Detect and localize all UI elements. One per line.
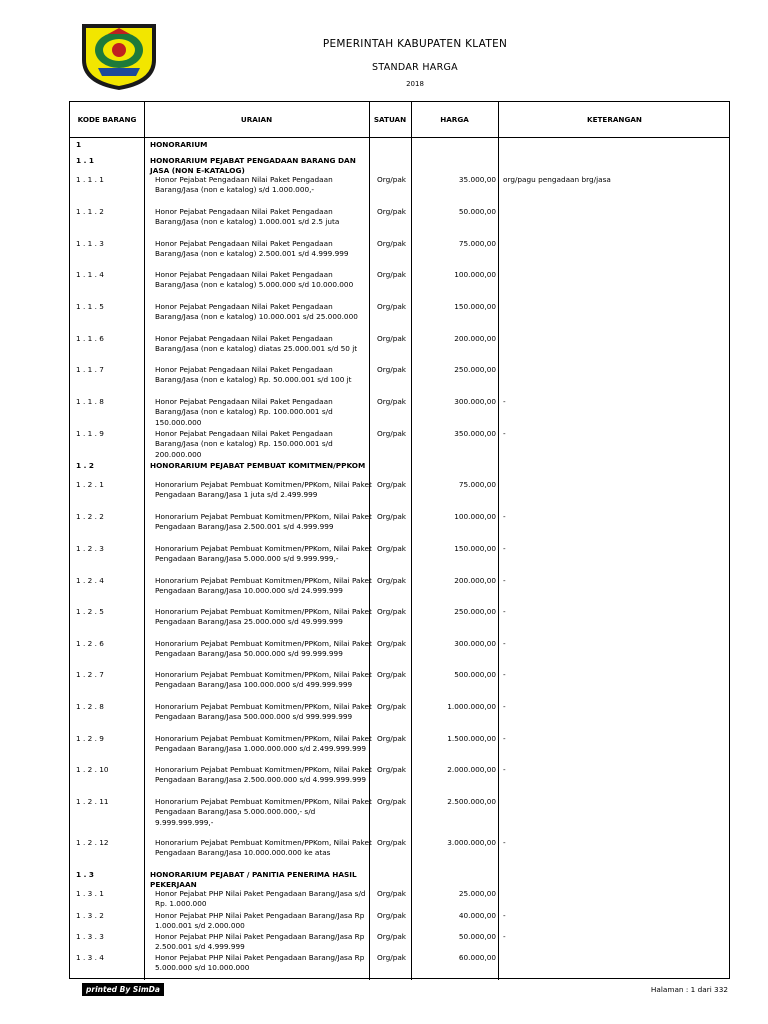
- cell-harga: 50.000,00: [458, 932, 496, 941]
- cell-harga: 75.000,00: [458, 239, 496, 248]
- cell-kode: 1 . 3: [76, 870, 95, 879]
- cell-satuan: Org/pak: [377, 797, 407, 806]
- cell-kode: 1 . 3 . 2: [76, 911, 104, 920]
- cell-harga: 350.000,00: [454, 429, 496, 438]
- cell-satuan: Org/pak: [377, 207, 407, 216]
- cell-satuan: Org/pak: [377, 512, 407, 521]
- cell-ket: -: [503, 576, 506, 585]
- cell-satuan: Org/pak: [377, 932, 407, 941]
- regency-crest-logo: [78, 20, 160, 92]
- cell-harga: 35.000,00: [458, 175, 496, 184]
- cell-satuan: Org/pak: [377, 429, 407, 438]
- cell-ket: -: [503, 911, 506, 920]
- cell-satuan: Org/pak: [377, 365, 407, 374]
- cell-uraian: HONORARIUM: [150, 140, 208, 149]
- cell-satuan: Org/pak: [377, 702, 407, 711]
- cell-kode: 1 . 1 . 5: [76, 302, 104, 311]
- cell-uraian: Honor Pejabat PHP Nilai Paket Pengadaan Barang/Jasa Rp 2.500.001 s/d 4.999.999: [155, 932, 365, 952]
- cell-kode: 1 . 2 . 1: [76, 480, 104, 489]
- cell-harga: 200.000,00: [454, 334, 496, 343]
- cell-kode: 1 . 2 . 6: [76, 639, 104, 648]
- cell-satuan: Org/pak: [377, 544, 407, 553]
- column-divider: [411, 102, 412, 980]
- cell-uraian: HONORARIUM PEJABAT PENGADAAN BARANG DAN JASA (NON E-KATALOG): [150, 156, 356, 176]
- cell-uraian: Honorarium Pejabat Pembuat Komitmen/PPKom, Nilai Paket Pengadaan Barang/Jasa 2.500.001 s/d 4.999.999: [155, 512, 372, 532]
- cell-kode: 1 . 2: [76, 461, 95, 470]
- cell-kode: 1 . 1 . 2: [76, 207, 104, 216]
- cell-satuan: Org/pak: [377, 175, 407, 184]
- cell-kode: 1 . 2 . 3: [76, 544, 104, 553]
- cell-uraian: Honor Pejabat Pengadaan Nilai Paket Pengadaan Barang/Jasa (non e katalog) 10.000.001 s/d 25.000.000: [155, 302, 358, 322]
- cell-kode: 1: [76, 140, 82, 149]
- cell-uraian: Honor Pejabat PHP Nilai Paket Pengadaan Barang/Jasa Rp 1.000.001 s/d 2.000.000: [155, 911, 365, 931]
- cell-harga: 100.000,00: [454, 270, 496, 279]
- cell-satuan: Org/pak: [377, 480, 407, 489]
- government-title: PEMERINTAH KABUPATEN KLATEN: [322, 38, 508, 50]
- cell-ket: -: [503, 429, 506, 438]
- col-header-kode: KODE BARANG: [77, 115, 137, 124]
- cell-uraian: Honorarium Pejabat Pembuat Komitmen/PPKom, Nilai Paket Pengadaan Barang/Jasa 5.000.000 s/d 9.999.999,-: [155, 544, 372, 564]
- cell-uraian: Honorarium Pejabat Pembuat Komitmen/PPKom, Nilai Paket Pengadaan Barang/Jasa 25.000.000 s/d 49.999.999: [155, 607, 372, 627]
- printed-by-badge: printed By SimDa: [82, 983, 164, 996]
- cell-satuan: Org/pak: [377, 302, 407, 311]
- cell-uraian: Honor Pejabat Pengadaan Nilai Paket Pengadaan Barang/Jasa (non e katalog) 5.000.000 s/d 10.000.000: [155, 270, 354, 290]
- col-header-harga: HARGA: [440, 115, 469, 124]
- cell-harga: 300.000,00: [454, 397, 496, 406]
- document-year: 2018: [406, 80, 424, 88]
- cell-harga: 50.000,00: [458, 207, 496, 216]
- cell-uraian: Honor Pejabat Pengadaan Nilai Paket Pengadaan Barang/Jasa (non e katalog) Rp. 100.000.001 s/d 150.000.000: [155, 397, 333, 427]
- cell-kode: 1 . 1 . 6: [76, 334, 104, 343]
- cell-uraian: Honorarium Pejabat Pembuat Komitmen/PPKom, Nilai Paket Pengadaan Barang/Jasa 500.000.000 s/d 999.999.999: [155, 702, 372, 722]
- cell-ket: -: [503, 544, 506, 553]
- cell-kode: 1 . 2 . 8: [76, 702, 104, 711]
- cell-harga: 200.000,00: [454, 576, 496, 585]
- cell-kode: 1 . 2 . 2: [76, 512, 104, 521]
- cell-kode: 1 . 2 . 5: [76, 607, 104, 616]
- cell-satuan: Org/pak: [377, 734, 407, 743]
- cell-harga: 100.000,00: [454, 512, 496, 521]
- cell-uraian: HONORARIUM PEJABAT PEMBUAT KOMITMEN/PPKOM: [150, 461, 366, 470]
- cell-uraian: Honor Pejabat PHP Nilai Paket Pengadaan Barang/Jasa s/d Rp. 1.000.000: [155, 889, 366, 909]
- cell-satuan: Org/pak: [377, 270, 407, 279]
- page-number: Halaman : 1 dari 332: [650, 985, 728, 994]
- cell-ket: -: [503, 512, 506, 521]
- cell-uraian: Honorarium Pejabat Pembuat Komitmen/PPKom, Nilai Paket Pengadaan Barang/Jasa 10.000.000.000 ke atas: [155, 838, 372, 858]
- column-divider: [498, 102, 499, 980]
- cell-uraian: Honor Pejabat Pengadaan Nilai Paket Pengadaan Barang/Jasa (non e katalog) s/d 1.000.000,-: [155, 175, 333, 195]
- cell-kode: 1 . 2 . 10: [76, 765, 109, 774]
- cell-satuan: Org/pak: [377, 911, 407, 920]
- cell-kode: 1 . 1 . 9: [76, 429, 104, 438]
- cell-harga: 250.000,00: [454, 365, 496, 374]
- cell-uraian: Honorarium Pejabat Pembuat Komitmen/PPKom, Nilai Paket Pengadaan Barang/Jasa 5.000.000.000,- s/d 9.999.999.999,-: [155, 797, 372, 827]
- cell-ket: -: [503, 607, 506, 616]
- cell-harga: 25.000,00: [458, 889, 496, 898]
- cell-satuan: Org/pak: [377, 576, 407, 585]
- cell-harga: 250.000,00: [454, 607, 496, 616]
- table-header: [70, 102, 729, 138]
- cell-kode: 1 . 1 . 3: [76, 239, 104, 248]
- cell-harga: 500.000,00: [454, 670, 496, 679]
- cell-harga: 2.500.000,00: [447, 797, 496, 806]
- cell-uraian: Honorarium Pejabat Pembuat Komitmen/PPKom, Nilai Paket Pengadaan Barang/Jasa 2.500.000.000 s/d 4.999.999.999: [155, 765, 372, 785]
- cell-kode: 1 . 1 . 7: [76, 365, 104, 374]
- cell-uraian: Honorarium Pejabat Pembuat Komitmen/PPKom, Nilai Paket Pengadaan Barang/Jasa 1.000.000.000 s/d 2.499.999.999: [155, 734, 372, 754]
- cell-kode: 1 . 1 . 4: [76, 270, 104, 279]
- cell-kode: 1 . 3 . 4: [76, 953, 104, 962]
- cell-harga: 60.000,00: [458, 953, 496, 962]
- cell-ket: -: [503, 639, 506, 648]
- cell-harga: 3.000.000,00: [447, 838, 496, 847]
- cell-uraian: Honor Pejabat Pengadaan Nilai Paket Pengadaan Barang/Jasa (non e katalog) diatas 25.000.001 s/d 50 jt: [155, 334, 358, 354]
- cell-uraian: Honor Pejabat Pengadaan Nilai Paket Pengadaan Barang/Jasa (non e katalog) Rp. 150.000.001 s/d 200.000.000: [155, 429, 333, 459]
- cell-uraian: Honorarium Pejabat Pembuat Komitmen/PPKom, Nilai Paket Pengadaan Barang/Jasa 1 juta s/d 2.499.999: [155, 480, 372, 500]
- col-header-keterangan: KETERANGAN: [587, 115, 642, 124]
- cell-satuan: Org/pak: [377, 838, 407, 847]
- cell-satuan: Org/pak: [377, 334, 407, 343]
- cell-kode: 1 . 2 . 9: [76, 734, 104, 743]
- cell-harga: 2.000.000,00: [447, 765, 496, 774]
- cell-kode: 1 . 2 . 12: [76, 838, 109, 847]
- cell-harga: 150.000,00: [454, 302, 496, 311]
- cell-uraian: Honor Pejabat Pengadaan Nilai Paket Pengadaan Barang/Jasa (non e katalog) 1.000.001 s/d 2.5 juta: [155, 207, 340, 227]
- price-table: [69, 101, 730, 979]
- cell-ket: -: [503, 932, 506, 941]
- cell-uraian: Honor Pejabat Pengadaan Nilai Paket Pengadaan Barang/Jasa (non e katalog) Rp. 50.000.001 s/d 100 jt: [155, 365, 352, 385]
- cell-ket: -: [503, 702, 506, 711]
- cell-ket: -: [503, 838, 506, 847]
- cell-kode: 1 . 1 . 8: [76, 397, 104, 406]
- cell-satuan: Org/pak: [377, 889, 407, 898]
- cell-harga: 75.000,00: [458, 480, 496, 489]
- cell-satuan: Org/pak: [377, 670, 407, 679]
- cell-kode: 1 . 2 . 11: [76, 797, 109, 806]
- col-header-satuan: SATUAN: [373, 115, 407, 124]
- cell-uraian: Honorarium Pejabat Pembuat Komitmen/PPKom, Nilai Paket Pengadaan Barang/Jasa 10.000.000 s/d 24.999.999: [155, 576, 372, 596]
- cell-satuan: Org/pak: [377, 607, 407, 616]
- cell-kode: 1 . 1 . 1: [76, 175, 104, 184]
- cell-ket: org/pagu pengadaan brg/jasa: [503, 175, 611, 184]
- cell-ket: -: [503, 734, 506, 743]
- cell-uraian: Honor Pejabat PHP Nilai Paket Pengadaan Barang/Jasa Rp 5.000.000 s/d 10.000.000: [155, 953, 365, 973]
- cell-harga: 300.000,00: [454, 639, 496, 648]
- cell-kode: 1 . 1: [76, 156, 95, 165]
- cell-ket: -: [503, 397, 506, 406]
- cell-kode: 1 . 3 . 3: [76, 932, 104, 941]
- cell-kode: 1 . 2 . 7: [76, 670, 104, 679]
- cell-uraian: Honor Pejabat Pengadaan Nilai Paket Pengadaan Barang/Jasa (non e katalog) 2.500.001 s/d 4.999.999: [155, 239, 349, 259]
- cell-uraian: Honorarium Pejabat Pembuat Komitmen/PPKom, Nilai Paket Pengadaan Barang/Jasa 100.000.000 s/d 499.999.999: [155, 670, 372, 690]
- column-divider: [144, 102, 145, 980]
- cell-kode: 1 . 2 . 4: [76, 576, 104, 585]
- cell-satuan: Org/pak: [377, 239, 407, 248]
- cell-satuan: Org/pak: [377, 765, 407, 774]
- cell-uraian: HONORARIUM PEJABAT / PANITIA PENERIMA HASIL PEKERJAAN: [150, 870, 357, 890]
- cell-harga: 40.000,00: [458, 911, 496, 920]
- cell-satuan: Org/pak: [377, 639, 407, 648]
- cell-satuan: Org/pak: [377, 953, 407, 962]
- cell-ket: -: [503, 670, 506, 679]
- col-header-uraian: URAIAN: [240, 115, 273, 124]
- cell-kode: 1 . 3 . 1: [76, 889, 104, 898]
- cell-harga: 150.000,00: [454, 544, 496, 553]
- cell-uraian: Honorarium Pejabat Pembuat Komitmen/PPKom, Nilai Paket Pengadaan Barang/Jasa 50.000.000 s/d 99.999.999: [155, 639, 372, 659]
- cell-ket: -: [503, 765, 506, 774]
- document-title: STANDAR HARGA: [372, 62, 458, 73]
- cell-harga: 1.000.000,00: [447, 702, 496, 711]
- cell-harga: 1.500.000,00: [447, 734, 496, 743]
- cell-satuan: Org/pak: [377, 397, 407, 406]
